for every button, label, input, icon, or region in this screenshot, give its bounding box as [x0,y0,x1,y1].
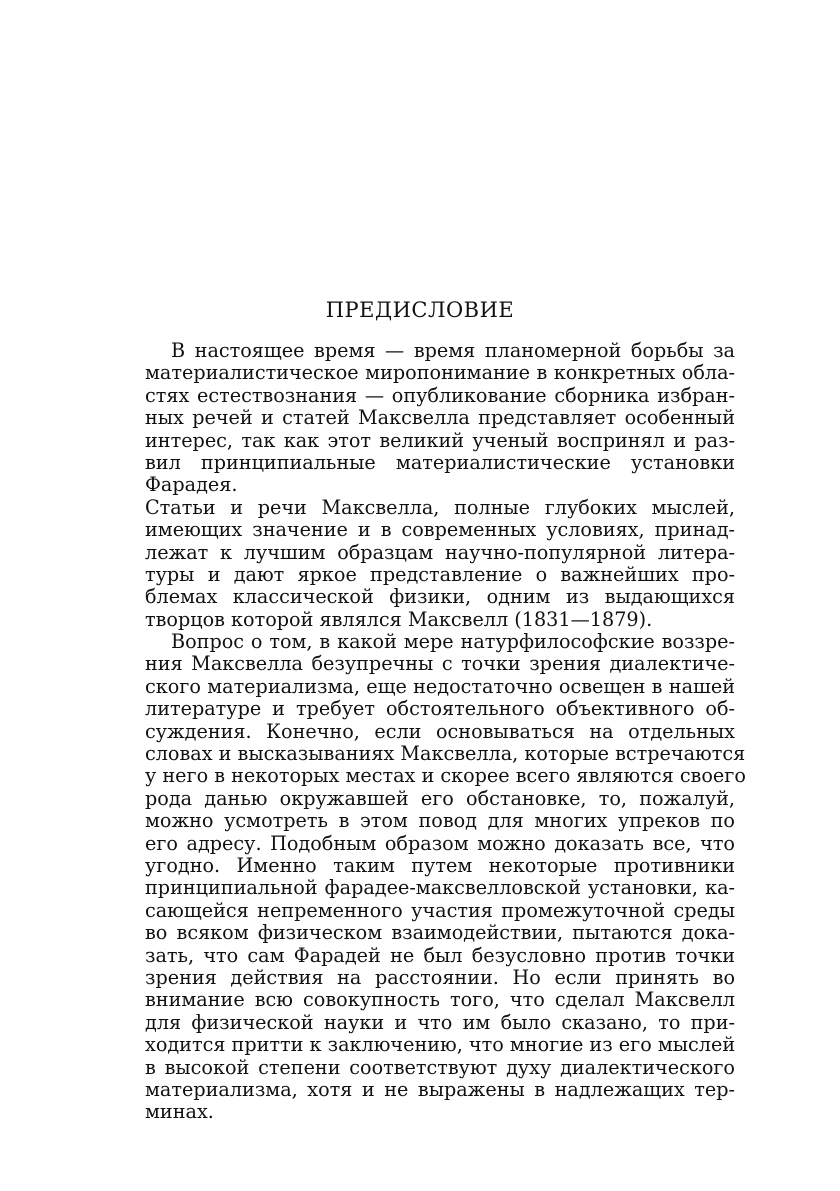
text-line: ных речей и статей Максвелла представляет особенный [145,406,735,430]
text-line: зать, что сам Фарадей не был безусловно против точки [145,943,735,967]
text-line: угодно. Именно таким путем некоторые противники [145,853,735,877]
text-line: Вопрос о том, в какой мере натурфилософские воззре- [171,630,735,654]
text-line: зрения действия на расстоянии. Но если принять во [145,965,735,989]
paragraph-2 [145,497,735,631]
text-line: Статьи и речи Максвелла, полные глубоких мыслей, [145,495,735,519]
text-line: интерес, так как этот великий ученый воспринял и раз- [145,428,735,452]
text-line: творцов которой являлся Максвелл (1831—1879). [145,607,653,631]
text-line: внимание всю совокупность того, что сделал Максвелл [145,988,735,1012]
preface-body [145,339,746,1124]
text-line: ского материализма, еще недостаточно освещен в нашей [145,674,735,698]
text-line: можно усмотреть в этом повод для многих упреков по [145,809,735,833]
text-line: туры и дают яркое представление о важнейших про- [145,562,735,586]
text-line: во всяком физическом взаимодействии, пытаются дока- [145,921,735,945]
paragraph-1 [145,340,735,497]
text-line: лежат к лучшим образцам научно-популярной литера- [145,540,735,564]
text-line: его адресу. Подобным образом можно доказать все, что [145,831,735,855]
text-line: принципиальной фарадее-максвелловской установки, ка- [145,876,735,900]
text-line: материалистическое миропонимание в конкретных обла- [145,361,735,385]
text-line: Фарадея. [145,473,238,497]
paragraph-3 [145,630,746,1124]
text-line: вил принципиальные материалистические установки [145,450,735,474]
text-line: стях естествознания — опубликование сборника избран- [145,383,735,407]
text-line: литературе и требует обстоятельного объективного об- [145,697,735,721]
text-line: рода данью окружавшей его обстановке, то, пожалуй, [145,786,735,810]
text-line: сающейся непременного участия промежуточной среды [145,898,735,922]
text-line: у него в некоторых местах и скорее всего являются своего [145,764,746,788]
text-line: материализма, хотя и не выражены в надлежащих тер- [145,1077,735,1101]
text-line: для физической науки и что им было сказано, то при- [145,1010,735,1034]
text-line: ходится притти к заключению, что многие из его мыслей [145,1033,736,1057]
text-line: блемах классической физики, одним из выдающихся [145,585,735,609]
text-line: имеющих значение и в современных условиях, принад- [145,518,735,542]
text-line: ния Максвелла безупречны с точки зрения диалектиче- [145,652,735,676]
text-line: в высокой степени соответствуют духу диалектического [145,1055,735,1079]
text-line: минах. [145,1100,214,1124]
text-line: суждения. Конечно, если основываться на отдельных [145,719,735,743]
text-line: словах и высказываниях Максвелла, которые встречаются [145,742,746,766]
page-title: ПРЕДИСЛОВИЕ [325,298,515,322]
text-line: В настоящее время — время планомерной борьбы за [171,339,735,362]
